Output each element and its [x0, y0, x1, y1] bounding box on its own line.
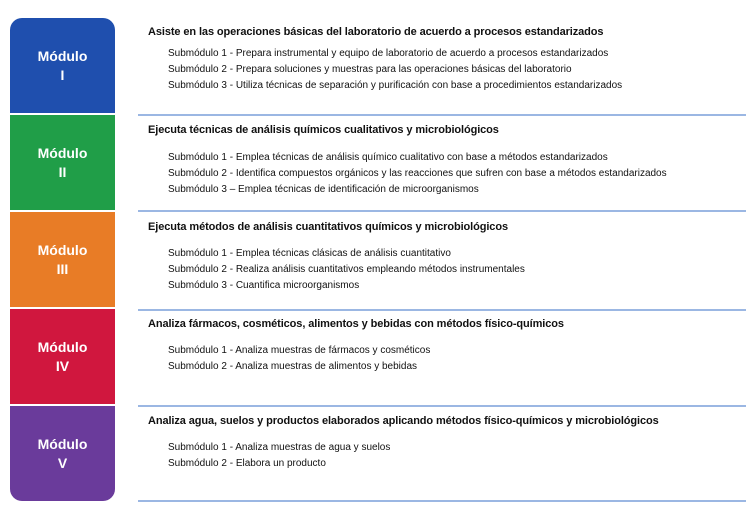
submodule-list-3	[168, 246, 525, 294]
submodule-item: Submódulo 1 - Emplea técnicas clásicas de análisis cuantitativo	[168, 248, 451, 259]
submodule-list-5	[168, 440, 390, 472]
submodule-list-1	[168, 46, 622, 94]
submodule-list-2	[168, 150, 667, 198]
module-label: Módulo	[37, 144, 88, 161]
section-divider	[138, 500, 746, 502]
module-title-2: Ejecuta técnicas de análisis químicos cualitativos y microbiológicos	[148, 124, 499, 136]
submodule-item: Submódulo 1 - Analiza muestras de fármacos y cosméticos	[168, 345, 431, 356]
module-title-4: Analiza fármacos, cosméticos, alimentos y bebidas con métodos físico-químicos	[148, 318, 564, 330]
submodule-item: Submódulo 1 - Analiza muestras de agua y suelos	[168, 442, 391, 453]
module-label: Módulo	[37, 47, 88, 64]
submodule-item: Submódulo 2 - Identifica compuestos orgánicos y las reacciones que sufren con base a métodos estandarizados	[168, 168, 667, 179]
module-title-3: Ejecuta métodos de análisis cuantitativos químicos y microbiológicos	[148, 221, 508, 233]
submodule-item: Submódulo 3 - Utiliza técnicas de separación y purificación con base a procedimientos estandarizados	[168, 80, 623, 91]
module-numeral: I	[60, 66, 65, 83]
submodule-item: Submódulo 2 - Analiza muestras de alimentos y bebidas	[168, 361, 418, 372]
module-numeral: II	[58, 163, 67, 180]
module-label: Módulo	[37, 338, 88, 355]
module-badge-1	[10, 18, 115, 113]
submodule-item: Submódulo 2 - Elabora un producto	[168, 458, 326, 469]
submodule-item: Submódulo 3 – Emplea técnicas de identificación de microorganismos	[168, 184, 479, 195]
submodule-item: Submódulo 3 - Cuantifica microorganismos	[168, 280, 360, 291]
section-divider	[138, 309, 746, 311]
module-badge-4	[10, 309, 115, 404]
section-divider	[138, 405, 746, 407]
submodule-item: Submódulo 2 - Prepara soluciones y muestras para las operaciones básicas del laboratorio	[168, 64, 572, 75]
section-divider	[138, 210, 746, 212]
submodule-item: Submódulo 1 - Prepara instrumental y equipo de laboratorio de acuerdo a procesos estandarizados	[168, 48, 609, 59]
module-label: Módulo	[37, 241, 88, 258]
submodule-item: Submódulo 2 - Realiza análisis cuantitativos empleando métodos instrumentales	[168, 264, 525, 275]
module-badge-2	[10, 115, 115, 210]
section-divider	[138, 114, 746, 116]
module-badge-5	[10, 406, 115, 501]
module-title-1: Asiste en las operaciones básicas del laboratorio de acuerdo a procesos estandarizados	[148, 26, 604, 38]
module-numeral: IV	[55, 357, 70, 374]
submodule-list-4	[168, 343, 430, 375]
module-label: Módulo	[37, 435, 88, 452]
module-numeral: V	[57, 454, 68, 471]
submodule-item: Submódulo 1 - Emplea técnicas de análisis químico cualitativo con base a métodos estandarizados	[168, 152, 608, 163]
module-badge-3	[10, 212, 115, 307]
module-title-5: Analiza agua, suelos y productos elaborados aplicando métodos físico-químicos y microbiológicos	[148, 415, 659, 427]
module-numeral: III	[56, 260, 69, 277]
